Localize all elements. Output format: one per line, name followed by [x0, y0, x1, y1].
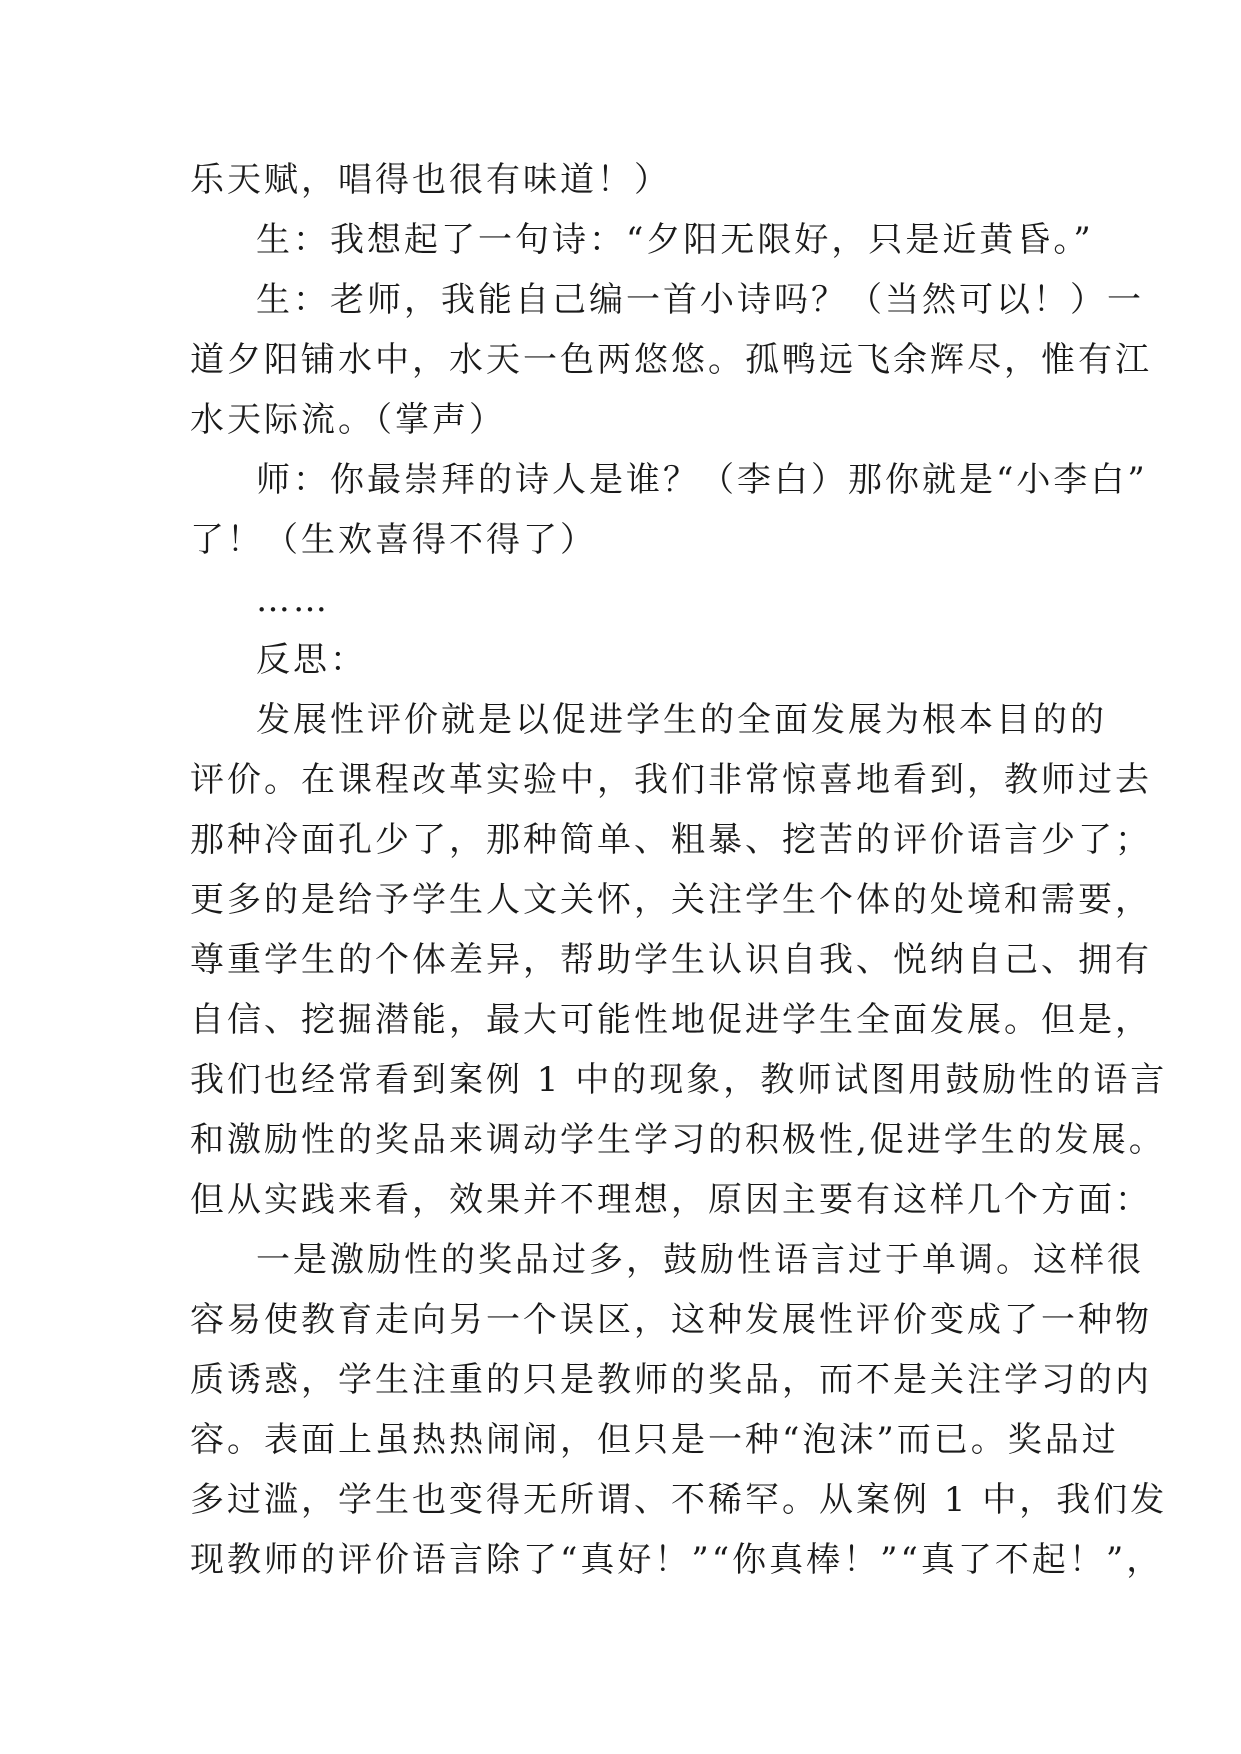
text-line: 一是激励性的奖品过多，鼓励性语言过于单调。这样很 [256, 1240, 1144, 1280]
text-line: 但从实践来看，效果并不理想，原因主要有这样几个方面： [190, 1180, 1152, 1220]
text-line: 更多的是给予学生人文关怀，关注学生个体的处境和需要， [190, 880, 1152, 920]
document-body [190, 150, 1168, 1590]
ellipsis-line: …… [256, 580, 330, 620]
text-line: 了！（生欢喜得不得了） [190, 520, 597, 560]
text-line: 生：老师，我能自己编一首小诗吗？（当然可以！）一 [256, 280, 1144, 320]
text-line: 那种冷面孔少了，那种简单、粗暴、挖苦的评价语言少了； [190, 820, 1152, 860]
text-line: 尊重学生的个体差异，帮助学生认识自我、悦纳自己、拥有 [190, 940, 1152, 980]
text-line: 水天际流。（掌声） [190, 400, 506, 440]
section-heading: 反思： [256, 640, 367, 680]
text-line: 师：你最崇拜的诗人是谁？（李白）那你就是“小李白” [256, 460, 1148, 500]
text-line: 道夕阳铺水中，水天一色两悠悠。孤鸭远飞余辉尽，惟有江 [190, 340, 1152, 380]
text-line: 乐天赋，唱得也很有味道！） [190, 160, 671, 200]
text-line: 质诱惑，学生注重的只是教师的奖品，而不是关注学习的内 [190, 1360, 1152, 1400]
text-line: 现教师的评价语言除了“真好！”“你真棒！”“真了不起！”， [190, 1540, 1164, 1580]
text-line: 多过滥，学生也变得无所谓、不稀罕。从案例 1 中，我们发 [190, 1480, 1168, 1520]
text-line: 发展性评价就是以促进学生的全面发展为根本目的的 [256, 700, 1107, 740]
text-line: 评价。在课程改革实验中，我们非常惊喜地看到，教师过去 [190, 760, 1152, 800]
text-line: 生：我想起了一句诗：“夕阳无限好，只是近黄昏。” [256, 220, 1094, 260]
text-line: 容。表面上虽热热闹闹，但只是一种“泡沫”而已。奖品过 [190, 1420, 1119, 1460]
text-line: 和激励性的奖品来调动学生学习的积极性,促进学生的发展。 [190, 1120, 1166, 1160]
text-line: 自信、挖掘潜能，最大可能性地促进学生全面发展。但是， [190, 1000, 1152, 1040]
text-line: 容易使教育走向另一个误区，这种发展性评价变成了一种物 [190, 1300, 1152, 1340]
text-line: 我们也经常看到案例 1 中的现象，教师试图用鼓励性的语言 [190, 1060, 1168, 1100]
